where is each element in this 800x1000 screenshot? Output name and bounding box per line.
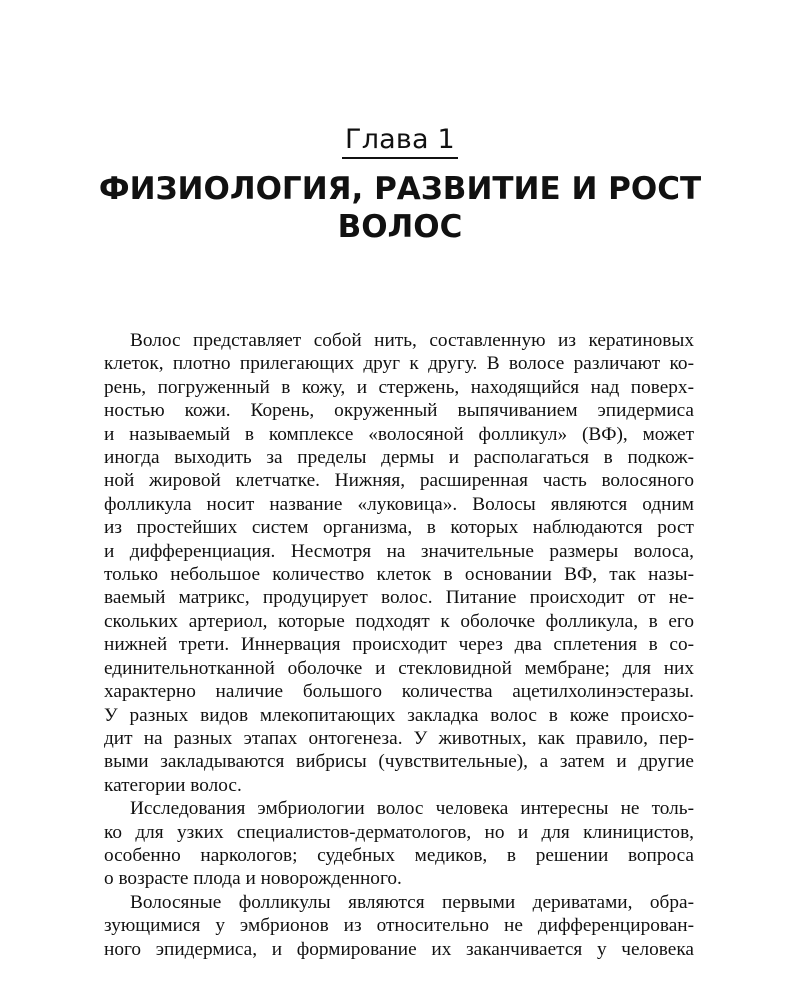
text-line: характерно наличие большого количества ацетилхолинэстеразы. <box>104 681 694 703</box>
body-text <box>104 329 694 961</box>
text-line: ной жировой клетчатке. Нижняя, расширенная часть волосяного <box>104 470 694 492</box>
text-line: скольких артериол, которые подходят к оболочке фолликула, в его <box>104 610 694 632</box>
text-line: единительнотканной оболочке и стекловидной мембране; для них <box>104 657 694 679</box>
text-line: У разных видов млекопитающих закладка волос в коже происхо- <box>104 704 694 726</box>
chapter-number: Глава 1 <box>342 124 458 159</box>
text-line: зующимися у эмбрионов из относительно не дифференцирован- <box>104 915 694 937</box>
chapter-label <box>0 124 800 159</box>
text-line: ностью кожи. Корень, окруженный выпячиванием эпидермиса <box>104 400 694 422</box>
text-line: Волосяные фолликулы являются первыми дериватами, обра- <box>130 891 694 913</box>
text-line: клеток, плотно прилегающих друг к другу. В волосе различают ко- <box>104 353 694 375</box>
text-line: ваемый матрикс, продуцирует волос. Питание происходит от не- <box>104 587 694 609</box>
text-line: Исследования эмбриологии волос человека интересны не толь- <box>130 798 694 820</box>
text-line: нижней трети. Иннервация происходит через два сплетения в со- <box>104 634 694 656</box>
text-line: только небольшое количество клеток в основании ВФ, так назы- <box>104 564 694 586</box>
text-line: дит на разных этапах онтогенеза. У животных, как правило, пер- <box>104 727 694 749</box>
chapter-title-line: ВОЛОС <box>337 209 463 245</box>
text-line: рень, погруженный в кожу, и стержень, находящийся над поверх- <box>104 376 694 398</box>
chapter-title-line: ФИЗИОЛОГИЯ, РАЗВИТИЕ И РОСТ <box>98 171 702 207</box>
text-line: ко для узких специалистов-дерматологов, но и для клиницистов, <box>104 821 694 843</box>
text-line: из простейших систем организма, в которых наблюдаются рост <box>104 517 694 539</box>
text-line: категории волос. <box>104 774 242 796</box>
text-line: ного эпидермиса, и формирование их заканчивается у человека <box>104 938 694 960</box>
text-line: Волос представляет собой нить, составленную из кератиновых <box>130 330 694 351</box>
text-line: фолликула носит название «луковица». Волосы являются одним <box>104 493 694 515</box>
chapter-title <box>0 170 800 246</box>
text-line: и называемый в комплексе «волосяной фолликул» (ВФ), может <box>104 423 694 445</box>
text-line: и дифференциация. Несмотря на значительные размеры волоса, <box>104 540 694 562</box>
text-line: иногда выходить за пределы дермы и располагаться в подкож- <box>104 447 694 469</box>
text-line: выми закладываются вибрисы (чувствительные), а затем и другие <box>104 751 694 773</box>
text-line: о возрасте плода и новорожденного. <box>104 868 402 890</box>
text-line: особенно наркологов; судебных медиков, в решении вопроса <box>104 844 694 866</box>
